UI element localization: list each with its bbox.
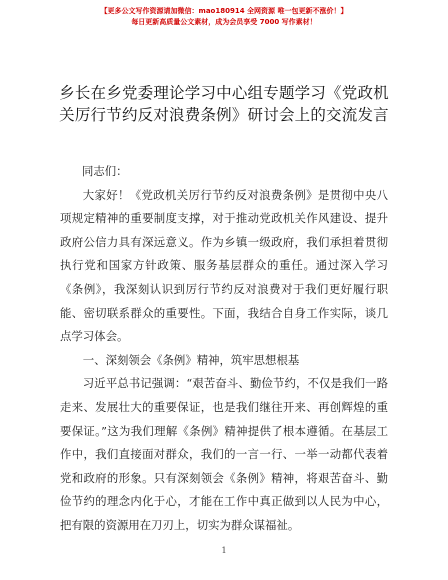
page-number: 1 xyxy=(221,546,227,555)
salutation: 同志们： xyxy=(82,164,128,178)
document-body xyxy=(60,160,388,538)
promo-banner xyxy=(0,6,448,28)
paragraph-intro: 大家好！《党政机关厉行节约反对浪费条例》是贯彻中央八项规定精神的重要制度支撑，对于推动党政机关作风建设、提升政府公信力具有深远意义。作为乡镇一级政府，我们承担着贯彻执行党和国家方针政策、服务基层群众的重任。通过深入学习《条例》，我深刻认识到厉行节约反对浪费对于我们更好履行职能、密切联系群众的重要性。下面，我结合自身工作实际，谈几点学习体会。 xyxy=(60,187,388,344)
document-title: 乡长在乡党委理论学习中心组专题学习《党政机关厉行节约反对浪费条例》研讨会上的交流发言 xyxy=(59,84,389,124)
promo-banner-line-2: 每日更新高质量公文素材，成为会员享受 7000 写作素材！ xyxy=(131,18,317,26)
promo-banner-line-1: 【更多公文写作资源请加微信：mao180914 全网资源 唯一包更新不涨价！】 xyxy=(100,7,348,15)
paragraph-section-1: 习近平总书记强调：“艰苦奋斗、勤俭节约，不仅是我们一路走来、发展壮大的重要保证，也是我们继往开来、再创辉煌的重要保证。”这为我们理解《条例》精神提供了根本遵循。在基层工作中，我们直接面对群众，我们的一言一行、一举一动都代表着党和政府的形象。只有深刻领会《条例》精神，将艰苦奋斗、勤俭节约的理念内化于心，才能在工作中真正做到以人民为中心，把有限的资源用在刀刃上，切实为群众谋福祉。 xyxy=(60,376,388,532)
section-heading: 一、深刻领会《条例》精神，筑牢思想根基 xyxy=(82,352,300,367)
